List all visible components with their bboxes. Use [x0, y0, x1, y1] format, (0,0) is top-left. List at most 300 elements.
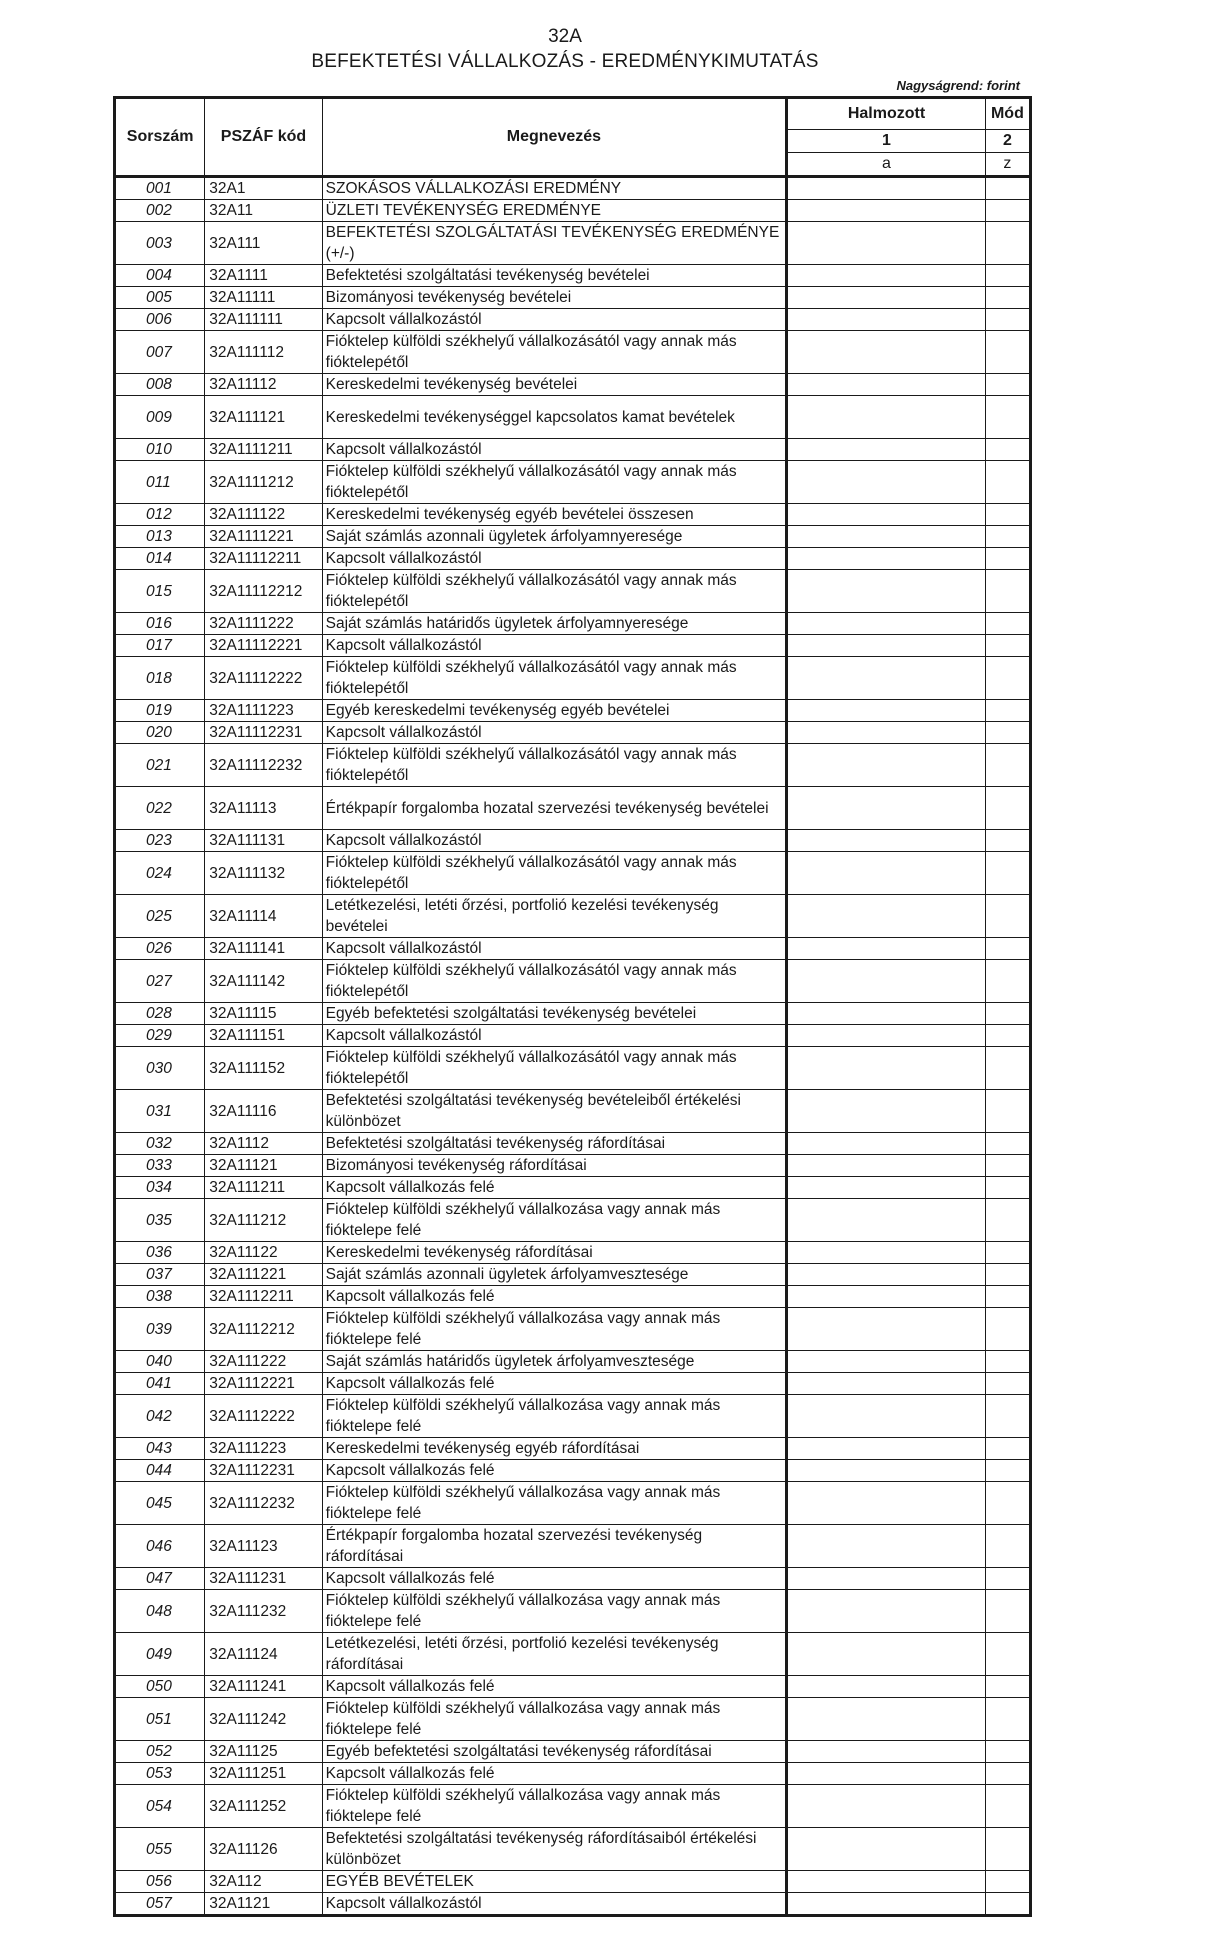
row-code: 32A11124 — [205, 1633, 322, 1676]
table-row — [115, 1395, 1031, 1438]
row-number: 014 — [115, 548, 205, 570]
row-name: Kereskedelmi tevékenység egyéb ráfordításai — [322, 1438, 787, 1460]
row-value-halmozott[interactable] — [787, 960, 986, 1003]
row-value-halmozott[interactable] — [787, 635, 986, 657]
row-name: Fióktelep külföldi székhelyű vállalkozásától vagy annak más fióktelepétől — [322, 461, 787, 504]
row-code: 32A111222 — [205, 1351, 322, 1373]
row-value-halmozott[interactable] — [787, 374, 986, 396]
table-row — [115, 1525, 1031, 1568]
row-value-mod[interactable] — [985, 1741, 1030, 1763]
row-name: Kapcsolt vállalkozás felé — [322, 1286, 787, 1308]
row-number: 046 — [115, 1525, 205, 1568]
table-row — [115, 1047, 1031, 1090]
row-number: 018 — [115, 657, 205, 700]
table-row — [115, 1003, 1031, 1025]
row-value-mod[interactable] — [985, 852, 1030, 895]
table-row — [115, 657, 1031, 700]
row-name: Kapcsolt vállalkozás felé — [322, 1763, 787, 1785]
table-row — [115, 744, 1031, 787]
row-name: Kapcsolt vállalkozástól — [322, 1025, 787, 1047]
row-value-mod[interactable] — [985, 1351, 1030, 1373]
row-value-halmozott[interactable] — [787, 265, 986, 287]
row-name: Fióktelep külföldi székhelyű vállalkozása vagy annak más fióktelepe felé — [322, 1395, 787, 1438]
table-row — [115, 1698, 1031, 1741]
table-row — [115, 1286, 1031, 1308]
row-number: 042 — [115, 1395, 205, 1438]
row-value-mod[interactable] — [985, 722, 1030, 744]
row-number: 007 — [115, 331, 205, 374]
col-header-mod: Mód — [985, 98, 1030, 130]
row-number: 008 — [115, 374, 205, 396]
row-name: Letétkezelési, letéti őrzési, portfolió kezelési tevékenység bevételei — [322, 895, 787, 938]
table-row — [115, 895, 1031, 938]
row-value-halmozott[interactable] — [787, 1785, 986, 1828]
row-name: Fióktelep külföldi székhelyű vállalkozásától vagy annak más fióktelepétől — [322, 960, 787, 1003]
row-value-mod[interactable] — [985, 1460, 1030, 1482]
table-row — [115, 548, 1031, 570]
col-header-megnevezes: Megnevezés — [322, 98, 787, 177]
row-value-halmozott[interactable] — [787, 222, 986, 265]
row-name: Kereskedelmi tevékenység egyéb bevételei összesen — [322, 504, 787, 526]
row-name: Kapcsolt vállalkozás felé — [322, 1460, 787, 1482]
row-value-halmozott[interactable] — [787, 1590, 986, 1633]
row-code: 32A111131 — [205, 830, 322, 852]
col-header-halmozott: Halmozott — [787, 98, 986, 130]
row-code: 32A1112231 — [205, 1460, 322, 1482]
row-name: ÜZLETI TEVÉKENYSÉG EREDMÉNYE — [322, 200, 787, 222]
row-code: 32A1111212 — [205, 461, 322, 504]
row-code: 32A1112211 — [205, 1286, 322, 1308]
row-code: 32A11112232 — [205, 744, 322, 787]
row-value-mod[interactable] — [985, 1482, 1030, 1525]
row-value-halmozott[interactable] — [787, 744, 986, 787]
row-name: Bizományosi tevékenység ráfordításai — [322, 1155, 787, 1177]
row-name: Fióktelep külföldi székhelyű vállalkozása vagy annak más fióktelepe felé — [322, 1698, 787, 1741]
row-number: 033 — [115, 1155, 205, 1177]
row-value-mod[interactable] — [985, 1090, 1030, 1133]
row-name: Kapcsolt vállalkozástól — [322, 548, 787, 570]
row-name: Fióktelep külföldi székhelyű vállalkozása vagy annak más fióktelepe felé — [322, 1785, 787, 1828]
row-number: 003 — [115, 222, 205, 265]
row-value-halmozott[interactable] — [787, 504, 986, 526]
row-value-halmozott[interactable] — [787, 1871, 986, 1893]
row-name: Fióktelep külföldi székhelyű vállalkozásától vagy annak más fióktelepétől — [322, 852, 787, 895]
row-value-halmozott[interactable] — [787, 177, 986, 200]
row-value-halmozott[interactable] — [787, 852, 986, 895]
row-number: 022 — [115, 787, 205, 830]
table-row — [115, 1871, 1031, 1893]
row-value-mod[interactable] — [985, 548, 1030, 570]
row-name: Kereskedelmi tevékenységgel kapcsolatos kamat bevételek — [322, 396, 787, 439]
row-value-halmozott[interactable] — [787, 1199, 986, 1242]
row-value-halmozott[interactable] — [787, 1828, 986, 1871]
row-value-mod[interactable] — [985, 1264, 1030, 1286]
row-number: 016 — [115, 613, 205, 635]
table-row — [115, 1155, 1031, 1177]
row-number: 020 — [115, 722, 205, 744]
row-value-halmozott[interactable] — [787, 938, 986, 960]
row-value-mod[interactable] — [985, 1633, 1030, 1676]
row-value-halmozott[interactable] — [787, 1308, 986, 1351]
row-value-mod[interactable] — [985, 1373, 1030, 1395]
row-value-mod[interactable] — [985, 1003, 1030, 1025]
row-code: 32A111211 — [205, 1177, 322, 1199]
row-number: 001 — [115, 177, 205, 200]
row-value-mod[interactable] — [985, 635, 1030, 657]
row-number: 057 — [115, 1893, 205, 1916]
row-name: Kereskedelmi tevékenység bevételei — [322, 374, 787, 396]
row-code: 32A1121 — [205, 1893, 322, 1916]
row-name: Fióktelep külföldi székhelyű vállalkozásától vagy annak más fióktelepétől — [322, 570, 787, 613]
table-row — [115, 960, 1031, 1003]
row-code: 32A1111 — [205, 265, 322, 287]
row-code: 32A11123 — [205, 1525, 322, 1568]
row-number: 021 — [115, 744, 205, 787]
row-name: Kapcsolt vállalkozás felé — [322, 1373, 787, 1395]
row-value-halmozott[interactable] — [787, 396, 986, 439]
row-value-mod[interactable] — [985, 700, 1030, 722]
row-number: 015 — [115, 570, 205, 613]
row-value-halmozott[interactable] — [787, 1633, 986, 1676]
row-name: Kapcsolt vállalkozástól — [322, 1893, 787, 1916]
row-number: 019 — [115, 700, 205, 722]
row-code: 32A111122 — [205, 504, 322, 526]
row-value-halmozott[interactable] — [787, 1525, 986, 1568]
row-value-halmozott[interactable] — [787, 331, 986, 374]
row-value-mod[interactable] — [985, 1133, 1030, 1155]
row-value-halmozott[interactable] — [787, 548, 986, 570]
row-value-halmozott[interactable] — [787, 1286, 986, 1308]
row-value-halmozott[interactable] — [787, 1025, 986, 1047]
row-number: 017 — [115, 635, 205, 657]
row-value-halmozott[interactable] — [787, 895, 986, 938]
row-number: 043 — [115, 1438, 205, 1460]
row-code: 32A1112232 — [205, 1482, 322, 1525]
row-value-halmozott[interactable] — [787, 1482, 986, 1525]
table-row — [115, 1199, 1031, 1242]
col-header-kod: PSZÁF kód — [205, 98, 322, 177]
row-value-mod[interactable] — [985, 830, 1030, 852]
table-row — [115, 1785, 1031, 1828]
row-number: 013 — [115, 526, 205, 548]
row-value-mod[interactable] — [985, 1763, 1030, 1785]
row-value-mod[interactable] — [985, 960, 1030, 1003]
table-row — [115, 722, 1031, 744]
row-number: 039 — [115, 1308, 205, 1351]
row-value-mod[interactable] — [985, 1286, 1030, 1308]
row-name: Kapcsolt vállalkozástól — [322, 722, 787, 744]
row-value-mod[interactable] — [985, 657, 1030, 700]
row-name: Saját számlás azonnali ügyletek árfolyamvesztesége — [322, 1264, 787, 1286]
row-value-halmozott[interactable] — [787, 1395, 986, 1438]
row-value-halmozott[interactable] — [787, 1893, 986, 1916]
row-code: 32A111241 — [205, 1676, 322, 1698]
row-value-mod[interactable] — [985, 331, 1030, 374]
table-row — [115, 938, 1031, 960]
row-name: Bizományosi tevékenység bevételei — [322, 287, 787, 309]
row-name: Fióktelep külföldi székhelyű vállalkozása vagy annak más fióktelepe felé — [322, 1308, 787, 1351]
table-row — [115, 1242, 1031, 1264]
row-number: 040 — [115, 1351, 205, 1373]
row-code: 32A11113 — [205, 787, 322, 830]
row-name: Kapcsolt vállalkozástól — [322, 309, 787, 331]
row-value-halmozott[interactable] — [787, 1373, 986, 1395]
row-value-halmozott[interactable] — [787, 1763, 986, 1785]
row-name: Kapcsolt vállalkozástól — [322, 938, 787, 960]
row-number: 037 — [115, 1264, 205, 1286]
col-header-sorszam: Sorszám — [115, 98, 205, 177]
row-code: 32A11112 — [205, 374, 322, 396]
table-row — [115, 1741, 1031, 1763]
row-value-mod[interactable] — [985, 1025, 1030, 1047]
table-row — [115, 1025, 1031, 1047]
row-number: 011 — [115, 461, 205, 504]
table-row — [115, 396, 1031, 439]
table-row — [115, 1568, 1031, 1590]
row-number: 026 — [115, 938, 205, 960]
row-value-mod[interactable] — [985, 396, 1030, 439]
row-value-halmozott[interactable] — [787, 700, 986, 722]
row-code: 32A1 — [205, 177, 322, 200]
row-name: Kapcsolt vállalkozástól — [322, 830, 787, 852]
row-code: 32A11114 — [205, 895, 322, 938]
table-row — [115, 1763, 1031, 1785]
table-row — [115, 1308, 1031, 1351]
row-value-halmozott[interactable] — [787, 1351, 986, 1373]
table-row — [115, 1482, 1031, 1525]
row-value-halmozott[interactable] — [787, 1568, 986, 1590]
table-row — [115, 439, 1031, 461]
row-value-mod[interactable] — [985, 1525, 1030, 1568]
row-number: 036 — [115, 1242, 205, 1264]
row-value-halmozott[interactable] — [787, 1003, 986, 1025]
table-row — [115, 331, 1031, 374]
row-value-mod[interactable] — [985, 1308, 1030, 1351]
row-value-halmozott[interactable] — [787, 830, 986, 852]
row-value-halmozott[interactable] — [787, 287, 986, 309]
row-value-halmozott[interactable] — [787, 1177, 986, 1199]
table-row — [115, 461, 1031, 504]
row-code: 32A111152 — [205, 1047, 322, 1090]
row-value-halmozott[interactable] — [787, 1090, 986, 1133]
row-number: 029 — [115, 1025, 205, 1047]
row-number: 051 — [115, 1698, 205, 1741]
row-number: 006 — [115, 309, 205, 331]
form-title: BEFEKTETÉSI VÁLLALKOZÁS - EREDMÉNYKIMUTATÁS — [311, 51, 819, 72]
row-value-mod[interactable] — [985, 744, 1030, 787]
row-code: 32A111232 — [205, 1590, 322, 1633]
row-value-halmozott[interactable] — [787, 1438, 986, 1460]
row-code: 32A111111 — [205, 309, 322, 331]
row-value-mod[interactable] — [985, 570, 1030, 613]
row-value-mod[interactable] — [985, 265, 1030, 287]
row-value-halmozott[interactable] — [787, 1047, 986, 1090]
row-value-mod[interactable] — [985, 309, 1030, 331]
row-code: 32A11122 — [205, 1242, 322, 1264]
row-value-halmozott[interactable] — [787, 461, 986, 504]
table-row — [115, 222, 1031, 265]
row-number: 055 — [115, 1828, 205, 1871]
row-number: 054 — [115, 1785, 205, 1828]
row-name: Befektetési szolgáltatási tevékenység ráfordításaiból értékelési különbözet — [322, 1828, 787, 1871]
row-code: 32A111121 — [205, 396, 322, 439]
row-name: Befektetési szolgáltatási tevékenység ráfordításai — [322, 1133, 787, 1155]
row-number: 056 — [115, 1871, 205, 1893]
table-row — [115, 570, 1031, 613]
row-value-mod[interactable] — [985, 287, 1030, 309]
row-value-mod[interactable] — [985, 1047, 1030, 1090]
row-code: 32A1111223 — [205, 700, 322, 722]
row-number: 028 — [115, 1003, 205, 1025]
row-value-mod[interactable] — [985, 1242, 1030, 1264]
row-value-mod[interactable] — [985, 1785, 1030, 1828]
row-value-mod[interactable] — [985, 1199, 1030, 1242]
row-value-mod[interactable] — [985, 1676, 1030, 1698]
row-code: 32A11112212 — [205, 570, 322, 613]
row-value-mod[interactable] — [985, 177, 1030, 200]
row-value-halmozott[interactable] — [787, 439, 986, 461]
row-value-halmozott[interactable] — [787, 1242, 986, 1264]
row-name: Letétkezelési, letéti őrzési, portfolió kezelési tevékenység ráfordításai — [322, 1633, 787, 1676]
table-row — [115, 1177, 1031, 1199]
row-value-mod[interactable] — [985, 1395, 1030, 1438]
table-row — [115, 852, 1031, 895]
row-name: Saját számlás határidős ügyletek árfolyamnyeresége — [322, 613, 787, 635]
row-number: 041 — [115, 1373, 205, 1395]
table-row — [115, 526, 1031, 548]
row-value-mod[interactable] — [985, 1438, 1030, 1460]
row-name: Fióktelep külföldi székhelyű vállalkozása vagy annak más fióktelepe felé — [322, 1482, 787, 1525]
row-number: 010 — [115, 439, 205, 461]
row-value-mod[interactable] — [985, 613, 1030, 635]
row-value-mod[interactable] — [985, 1893, 1030, 1916]
row-code: 32A111252 — [205, 1785, 322, 1828]
row-number: 023 — [115, 830, 205, 852]
row-code: 32A11115 — [205, 1003, 322, 1025]
row-code: 32A111231 — [205, 1568, 322, 1590]
row-value-halmozott[interactable] — [787, 787, 986, 830]
row-value-halmozott[interactable] — [787, 1676, 986, 1698]
row-value-mod[interactable] — [985, 787, 1030, 830]
table-row — [115, 1460, 1031, 1482]
row-value-halmozott[interactable] — [787, 657, 986, 700]
row-name: Kapcsolt vállalkozás felé — [322, 1676, 787, 1698]
row-name: Saját számlás azonnali ügyletek árfolyamnyeresége — [322, 526, 787, 548]
row-name: BEFEKTETÉSI SZOLGÁLTATÁSI TEVÉKENYSÉG EREDMÉNYE (+/-) — [322, 222, 787, 265]
row-value-halmozott[interactable] — [787, 722, 986, 744]
row-code: 32A111151 — [205, 1025, 322, 1047]
row-number: 025 — [115, 895, 205, 938]
row-value-mod[interactable] — [985, 504, 1030, 526]
table-row — [115, 1893, 1031, 1916]
row-code: 32A11111 — [205, 287, 322, 309]
row-value-mod[interactable] — [985, 439, 1030, 461]
row-name: Kapcsolt vállalkozástól — [322, 635, 787, 657]
row-name: EGYÉB BEVÉTELEK — [322, 1871, 787, 1893]
row-value-halmozott[interactable] — [787, 613, 986, 635]
row-name: Kereskedelmi tevékenység ráfordításai — [322, 1242, 787, 1264]
row-number: 038 — [115, 1286, 205, 1308]
row-number: 004 — [115, 265, 205, 287]
row-name: Fióktelep külföldi székhelyű vállalkozásától vagy annak más fióktelepétől — [322, 331, 787, 374]
row-value-halmozott[interactable] — [787, 1460, 986, 1482]
row-code: 32A111112 — [205, 331, 322, 374]
row-value-halmozott[interactable] — [787, 1264, 986, 1286]
row-code: 32A111212 — [205, 1199, 322, 1242]
row-value-mod[interactable] — [985, 374, 1030, 396]
table-row — [115, 1590, 1031, 1633]
row-name: Fióktelep külföldi székhelyű vállalkozása vagy annak más fióktelepe felé — [322, 1590, 787, 1633]
row-name: Értékpapír forgalomba hozatal szervezési tevékenység bevételei — [322, 787, 787, 830]
row-value-mod[interactable] — [985, 1698, 1030, 1741]
table-row — [115, 504, 1031, 526]
row-value-halmozott[interactable] — [787, 570, 986, 613]
row-code: 32A111141 — [205, 938, 322, 960]
row-value-halmozott[interactable] — [787, 1133, 986, 1155]
col-number-mod: 2 — [985, 130, 1030, 153]
row-value-halmozott[interactable] — [787, 1741, 986, 1763]
row-value-halmozott[interactable] — [787, 526, 986, 548]
row-code: 32A111223 — [205, 1438, 322, 1460]
table-row — [115, 635, 1031, 657]
row-name: Befektetési szolgáltatási tevékenység bevételei — [322, 265, 787, 287]
row-value-mod[interactable] — [985, 200, 1030, 222]
row-number: 034 — [115, 1177, 205, 1199]
row-code: 32A111 — [205, 222, 322, 265]
row-value-mod[interactable] — [985, 526, 1030, 548]
row-value-mod[interactable] — [985, 1871, 1030, 1893]
row-value-mod[interactable] — [985, 1155, 1030, 1177]
table-row — [115, 200, 1031, 222]
row-number: 002 — [115, 200, 205, 222]
row-value-mod[interactable] — [985, 1177, 1030, 1199]
table-row — [115, 700, 1031, 722]
row-value-mod[interactable] — [985, 1828, 1030, 1871]
row-number: 044 — [115, 1460, 205, 1482]
row-name: Egyéb befektetési szolgáltatási tevékenység bevételei — [322, 1003, 787, 1025]
row-code: 32A112 — [205, 1871, 322, 1893]
row-number: 053 — [115, 1763, 205, 1785]
row-number: 047 — [115, 1568, 205, 1590]
unit-label: Nagyságrend: forint — [896, 78, 1020, 93]
row-number: 009 — [115, 396, 205, 439]
row-code: 32A1111222 — [205, 613, 322, 635]
row-value-halmozott[interactable] — [787, 200, 986, 222]
row-code: 32A11112221 — [205, 635, 322, 657]
table-row — [115, 1633, 1031, 1676]
row-code: 32A1112212 — [205, 1308, 322, 1351]
row-value-mod[interactable] — [985, 1590, 1030, 1633]
row-value-halmozott[interactable] — [787, 309, 986, 331]
row-value-mod[interactable] — [985, 1568, 1030, 1590]
row-value-halmozott[interactable] — [787, 1698, 986, 1741]
row-value-mod[interactable] — [985, 222, 1030, 265]
row-value-mod[interactable] — [985, 895, 1030, 938]
row-value-mod[interactable] — [985, 461, 1030, 504]
row-code: 32A1111221 — [205, 526, 322, 548]
row-name: Kapcsolt vállalkozás felé — [322, 1177, 787, 1199]
row-name: Kapcsolt vállalkozás felé — [322, 1568, 787, 1590]
table-row — [115, 177, 1031, 200]
table-row — [115, 309, 1031, 331]
row-name: Egyéb kereskedelmi tevékenység egyéb bevételei — [322, 700, 787, 722]
table-row — [115, 1264, 1031, 1286]
row-code: 32A111142 — [205, 960, 322, 1003]
table-row — [115, 1828, 1031, 1871]
row-value-halmozott[interactable] — [787, 1155, 986, 1177]
row-value-mod[interactable] — [985, 938, 1030, 960]
row-code: 32A11125 — [205, 1741, 322, 1763]
